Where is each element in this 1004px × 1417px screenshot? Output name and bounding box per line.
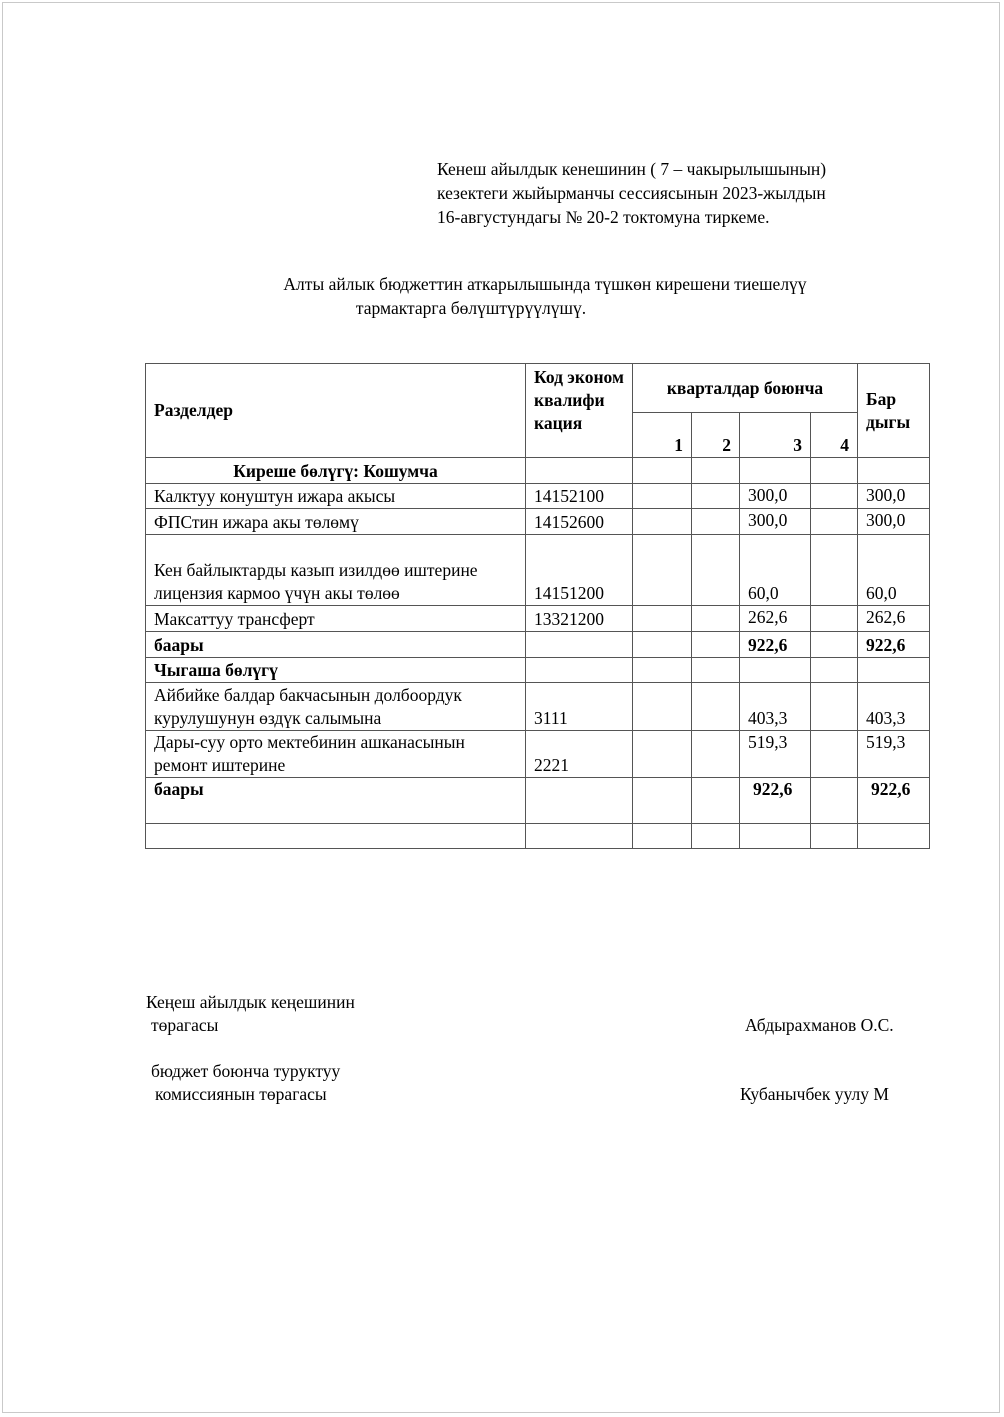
row-total: 519,3 [858,731,930,778]
budget-table [145,363,930,849]
appendix-header [437,157,957,229]
header-q4: 4 [811,413,858,458]
income-total-label: баары [146,632,526,658]
header-q2: 2 [692,413,740,458]
header-code: Код эконом квалифи кация [526,364,633,458]
chair-title-line-2: төрагасы [151,1015,219,1035]
header-line-3: 16-августундагы № 20-2 токтомуна тиркеме. [437,207,770,227]
empty-row [146,824,930,849]
row-name: Кен байлыктарды казып изилдөө иштерине лицензия кармоо үчүн акы төлөө [146,535,526,606]
row-name: Калктуу конуштун ижара акысы [146,484,526,509]
commission-title [151,1060,340,1106]
row-name: Максаттуу трансферт [146,606,526,632]
table-row [146,683,930,731]
row-q3: 300,0 [740,484,811,509]
title-line-2: тармактарга бөлүштүрүүлүшү. [355,298,587,318]
commission-title-line-1: бюджет боюнча туруктуу [151,1061,341,1081]
income-heading: Киреше бөлүгү: Кошумча [146,458,526,484]
row-code: 14152100 [526,484,633,509]
expense-total-label: баары [146,778,526,824]
row-q3: 60,0 [740,535,811,606]
row-total: 300,0 [858,484,930,509]
table-row [146,484,930,509]
title-line-1: Алты айлык бюджеттин аткарылышында түшкөн кирешени тиешелүү [283,274,807,294]
expense-total-sum: 922,6 [858,778,930,824]
row-code: 14151200 [526,535,633,606]
header-total: Бар дыгы [858,364,930,458]
commission-title-line-2: комиссиянын төрагасы [155,1084,327,1104]
expense-total-q3: 922,6 [740,778,811,824]
document-title [150,272,940,320]
row-q3: 519,3 [740,731,811,778]
row-name: ФПСтин ижара акы төлөмү [146,509,526,535]
row-q3: 262,6 [740,606,811,632]
table-row [146,731,930,778]
row-name: Айбийке балдар бакчасынын долбоордук курулушунун өздүк салымына [146,683,526,731]
header-quarters: кварталдар боюнча [633,364,858,413]
table-row [146,509,930,535]
income-total-q3: 922,6 [740,632,811,658]
table-row [146,535,930,606]
header-q1: 1 [633,413,692,458]
header-sections: Разделдер [146,364,526,458]
row-total: 403,3 [858,683,930,731]
row-q3: 403,3 [740,683,811,731]
expense-total-row [146,778,930,824]
expense-heading-row [146,658,930,683]
row-total: 262,6 [858,606,930,632]
chair-title-line-1: Кеңеш айылдык кеңешинин [146,992,355,1012]
commission-name: Кубанычбек уулу М [740,1084,889,1104]
expense-heading: Чыгаша бөлүгү [146,658,526,683]
row-total: 60,0 [858,535,930,606]
row-code: 2221 [526,731,633,778]
table-row [146,606,930,632]
header-line-2: кезектеги жыйырманчы сессиясынын 2023-жылдын [437,183,826,203]
row-q3: 300,0 [740,509,811,535]
income-total-sum: 922,6 [858,632,930,658]
header-line-1: Кенеш айылдык кенешинин ( 7 – чакырылышынын) [437,159,827,179]
row-code: 14152600 [526,509,633,535]
income-total-row [146,632,930,658]
chair-name: Абдырахманов О.С. [745,1015,894,1035]
row-total: 300,0 [858,509,930,535]
row-code: 3111 [526,683,633,731]
row-code: 13321200 [526,606,633,632]
chair-title [146,991,355,1037]
header-q3: 3 [740,413,811,458]
row-name: Дары-суу орто мектебинин ашканасынын ремонт иштерине [146,731,526,778]
income-heading-row [146,458,930,484]
